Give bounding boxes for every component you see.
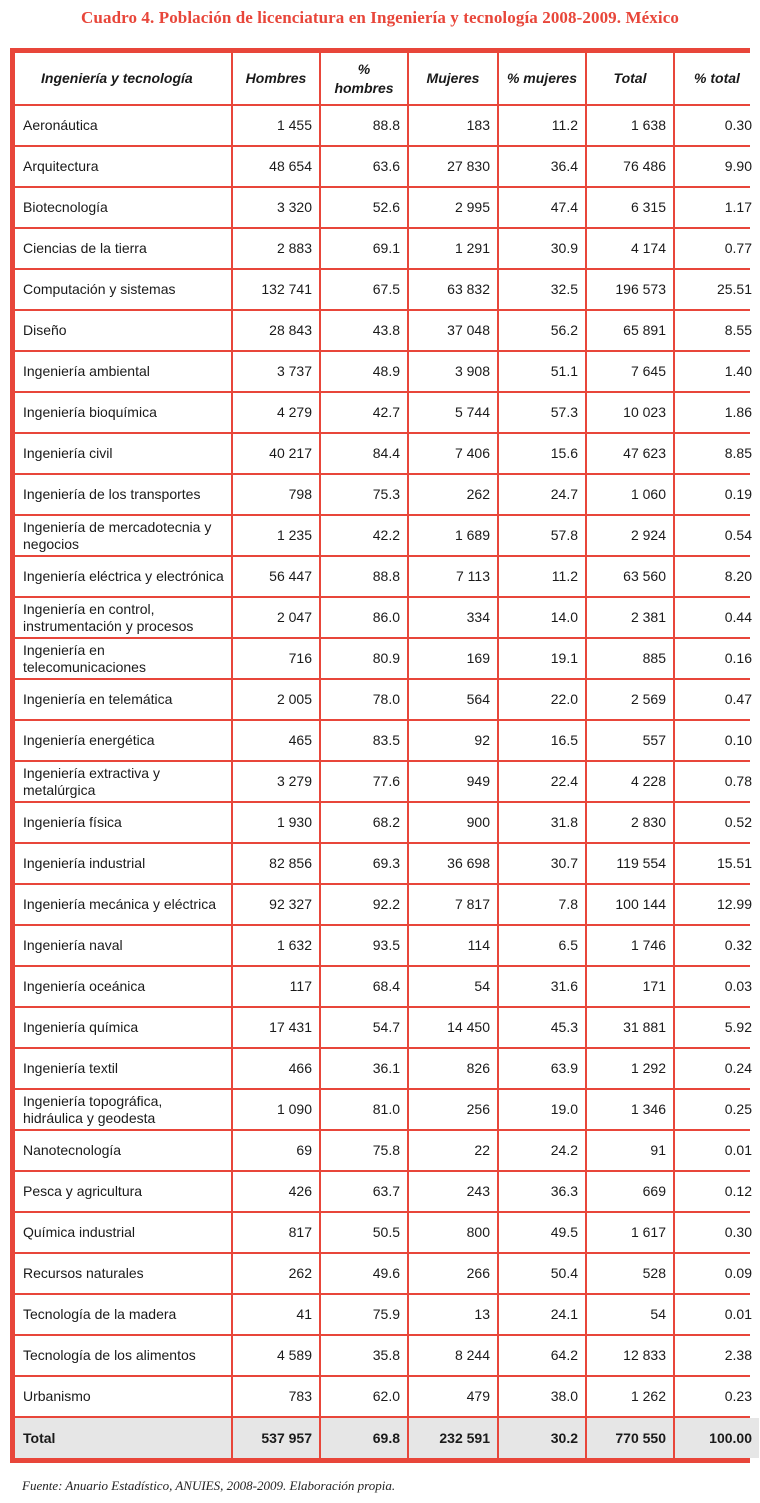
table-cell: 6 315: [587, 188, 673, 227]
table-cell: 15.6: [499, 434, 585, 473]
row-label: Química industrial: [15, 1213, 231, 1252]
table-cell: 479: [409, 1377, 497, 1416]
table-cell: 900: [409, 803, 497, 842]
table-cell: 92 327: [233, 885, 319, 924]
table-cell: 8.20: [675, 557, 759, 596]
table-cell: 52.6: [321, 188, 407, 227]
table-row: [15, 1336, 759, 1375]
row-label: Ingeniería extractiva y metalúrgica: [15, 762, 231, 801]
row-label: Aeronáutica: [15, 106, 231, 145]
table-cell: 80.9: [321, 639, 407, 678]
table-row: [15, 803, 759, 842]
table-cell: 93.5: [321, 926, 407, 965]
table-cell: 30.7: [499, 844, 585, 883]
table-cell: 2 924: [587, 516, 673, 555]
table-cell: 0.54: [675, 516, 759, 555]
table-cell: 4 174: [587, 229, 673, 268]
table-cell: 69: [233, 1131, 319, 1170]
table-cell: 262: [233, 1254, 319, 1293]
table-cell: 1 689: [409, 516, 497, 555]
table-row: [15, 967, 759, 1006]
table-cell: 63.6: [321, 147, 407, 186]
table-cell: 41: [233, 1295, 319, 1334]
table-cell: 64.2: [499, 1336, 585, 1375]
table-cell: 27 830: [409, 147, 497, 186]
table-cell: 19.1: [499, 639, 585, 678]
table-cell: 37 048: [409, 311, 497, 350]
table-cell: 56 447: [233, 557, 319, 596]
table-cell: 0.19: [675, 475, 759, 514]
table-cell: 84.4: [321, 434, 407, 473]
table-cell: 81.0: [321, 1090, 407, 1129]
total-cell: 770 550: [587, 1418, 673, 1458]
table-cell: 3 908: [409, 352, 497, 391]
row-label: Diseño: [15, 311, 231, 350]
row-label: Ingeniería eléctrica y electrónica: [15, 557, 231, 596]
population-table: [13, 51, 760, 1460]
table-cell: 14.0: [499, 598, 585, 637]
table-cell: 2 005: [233, 680, 319, 719]
table-cell: 1 746: [587, 926, 673, 965]
table-cell: 117: [233, 967, 319, 1006]
table-cell: 78.0: [321, 680, 407, 719]
table-cell: 1 060: [587, 475, 673, 514]
table-cell: 7.8: [499, 885, 585, 924]
row-label: Ingeniería energética: [15, 721, 231, 760]
column-header: Ingeniería y tecnología: [15, 53, 231, 104]
table-cell: 42.7: [321, 393, 407, 432]
table-cell: 716: [233, 639, 319, 678]
table-cell: 11.2: [499, 557, 585, 596]
table-cell: 24.1: [499, 1295, 585, 1334]
table-cell: 1.86: [675, 393, 759, 432]
row-label: Ingeniería bioquímica: [15, 393, 231, 432]
row-label: Nanotecnología: [15, 1131, 231, 1170]
table-cell: 132 741: [233, 270, 319, 309]
table-cell: 69.3: [321, 844, 407, 883]
table-cell: 3 737: [233, 352, 319, 391]
table-cell: 4 589: [233, 1336, 319, 1375]
table-cell: 262: [409, 475, 497, 514]
table-cell: 426: [233, 1172, 319, 1211]
row-label: Ingeniería física: [15, 803, 231, 842]
table-row: [15, 1295, 759, 1334]
table-cell: 14 450: [409, 1008, 497, 1047]
table-cell: 47.4: [499, 188, 585, 227]
column-header: % mujeres: [499, 53, 585, 104]
table-cell: 465: [233, 721, 319, 760]
column-header: % total: [675, 53, 759, 104]
table-cell: 0.10: [675, 721, 759, 760]
table-cell: 2 047: [233, 598, 319, 637]
table-cell: 2 381: [587, 598, 673, 637]
table-cell: 28 843: [233, 311, 319, 350]
table-cell: 0.01: [675, 1131, 759, 1170]
table-cell: 1 235: [233, 516, 319, 555]
table-cell: 31 881: [587, 1008, 673, 1047]
table-cell: 50.4: [499, 1254, 585, 1293]
table-row: [15, 639, 759, 678]
table-cell: 183: [409, 106, 497, 145]
row-label: Ingeniería topográfica, hidráulica y geodesta: [15, 1090, 231, 1129]
table-cell: 1.40: [675, 352, 759, 391]
total-row: [15, 1418, 759, 1458]
source-note: Fuente: Anuario Estadístico, ANUIES, 2008-2009. Elaboración propia.: [22, 1478, 396, 1493]
table-cell: 51.1: [499, 352, 585, 391]
table-cell: 38.0: [499, 1377, 585, 1416]
table-cell: 8.55: [675, 311, 759, 350]
table-cell: 7 406: [409, 434, 497, 473]
table-row: [15, 352, 759, 391]
header-row: [15, 53, 759, 104]
table-cell: 466: [233, 1049, 319, 1088]
table-cell: 4 228: [587, 762, 673, 801]
table-cell: 63 832: [409, 270, 497, 309]
table-cell: 0.01: [675, 1295, 759, 1334]
table-cell: 88.8: [321, 557, 407, 596]
table-cell: 49.5: [499, 1213, 585, 1252]
table-cell: 76 486: [587, 147, 673, 186]
table-cell: 1 090: [233, 1090, 319, 1129]
table-cell: 36.1: [321, 1049, 407, 1088]
table-cell: 949: [409, 762, 497, 801]
row-label: Ingeniería en telemática: [15, 680, 231, 719]
table-cell: 783: [233, 1377, 319, 1416]
table-cell: 564: [409, 680, 497, 719]
table-cell: 12 833: [587, 1336, 673, 1375]
table-cell: 256: [409, 1090, 497, 1129]
column-header: Mujeres: [409, 53, 497, 104]
row-label: Arquitectura: [15, 147, 231, 186]
table-cell: 100 144: [587, 885, 673, 924]
table-cell: 2 995: [409, 188, 497, 227]
row-label: Ingeniería de mercadotecnia y negocios: [15, 516, 231, 555]
table-cell: 65 891: [587, 311, 673, 350]
total-cell: 100.00: [675, 1418, 759, 1458]
table-cell: 16.5: [499, 721, 585, 760]
table-cell: 0.30: [675, 1213, 759, 1252]
row-label: Ingeniería de los transportes: [15, 475, 231, 514]
table-cell: 88.8: [321, 106, 407, 145]
table-cell: 826: [409, 1049, 497, 1088]
table-cell: 32.5: [499, 270, 585, 309]
table-cell: 0.32: [675, 926, 759, 965]
table-cell: 5.92: [675, 1008, 759, 1047]
table-cell: 54: [409, 967, 497, 1006]
table-cell: 25.51: [675, 270, 759, 309]
table-cell: 75.9: [321, 1295, 407, 1334]
table-cell: 0.09: [675, 1254, 759, 1293]
table-cell: 75.8: [321, 1131, 407, 1170]
table-row: [15, 1377, 759, 1416]
table-row: [15, 1131, 759, 1170]
table-cell: 0.23: [675, 1377, 759, 1416]
table-cell: 13: [409, 1295, 497, 1334]
table-cell: 334: [409, 598, 497, 637]
table-cell: 56.2: [499, 311, 585, 350]
table-row: [15, 1254, 759, 1293]
row-label: Recursos naturales: [15, 1254, 231, 1293]
table-cell: 885: [587, 639, 673, 678]
row-label: Ingeniería en control, instrumentación y procesos: [15, 598, 231, 637]
table-cell: 3 279: [233, 762, 319, 801]
table-body: [15, 106, 759, 1416]
table-cell: 0.30: [675, 106, 759, 145]
table-cell: 83.5: [321, 721, 407, 760]
table-cell: 24.7: [499, 475, 585, 514]
table-row: [15, 598, 759, 637]
table-cell: 528: [587, 1254, 673, 1293]
row-label: Computación y sistemas: [15, 270, 231, 309]
table-cell: 1 292: [587, 1049, 673, 1088]
table-cell: 798: [233, 475, 319, 514]
table-cell: 1.17: [675, 188, 759, 227]
table-row: [15, 270, 759, 309]
table-cell: 36.3: [499, 1172, 585, 1211]
table-cell: 196 573: [587, 270, 673, 309]
table-cell: 800: [409, 1213, 497, 1252]
row-label: Ciencias de la tierra: [15, 229, 231, 268]
table-cell: 0.12: [675, 1172, 759, 1211]
table-cell: 2 830: [587, 803, 673, 842]
table-cell: 10 023: [587, 393, 673, 432]
total-cell: 30.2: [499, 1418, 585, 1458]
table-cell: 54: [587, 1295, 673, 1334]
row-label: Ingeniería industrial: [15, 844, 231, 883]
table-cell: 1 617: [587, 1213, 673, 1252]
table-cell: 557: [587, 721, 673, 760]
table-cell: 49.6: [321, 1254, 407, 1293]
table-row: [15, 557, 759, 596]
table-cell: 5 744: [409, 393, 497, 432]
table-row: [15, 885, 759, 924]
table-cell: 47 623: [587, 434, 673, 473]
row-label: Ingeniería naval: [15, 926, 231, 965]
table-cell: 8 244: [409, 1336, 497, 1375]
table-row: [15, 475, 759, 514]
table-cell: 63.7: [321, 1172, 407, 1211]
table-cell: 22: [409, 1131, 497, 1170]
table-row: [15, 147, 759, 186]
table-cell: 817: [233, 1213, 319, 1252]
table-row: [15, 1213, 759, 1252]
table-row: [15, 844, 759, 883]
table-row: [15, 106, 759, 145]
table-cell: 9.90: [675, 147, 759, 186]
table-cell: 40 217: [233, 434, 319, 473]
table-cell: 36.4: [499, 147, 585, 186]
table-cell: 1 638: [587, 106, 673, 145]
table-cell: 36 698: [409, 844, 497, 883]
table-cell: 3 320: [233, 188, 319, 227]
table-cell: 69.1: [321, 229, 407, 268]
table-cell: 30.9: [499, 229, 585, 268]
column-header: % hombres: [321, 53, 407, 104]
table-cell: 19.0: [499, 1090, 585, 1129]
column-header: Total: [587, 53, 673, 104]
table-row: [15, 762, 759, 801]
table-cell: 169: [409, 639, 497, 678]
table-cell: 48 654: [233, 147, 319, 186]
total-cell: 69.8: [321, 1418, 407, 1458]
table-cell: 7 645: [587, 352, 673, 391]
table-row: [15, 1172, 759, 1211]
table-cell: 0.78: [675, 762, 759, 801]
table-cell: 4 279: [233, 393, 319, 432]
table-cell: 50.5: [321, 1213, 407, 1252]
data-table-frame: [10, 48, 750, 1463]
table-cell: 82 856: [233, 844, 319, 883]
table-cell: 77.6: [321, 762, 407, 801]
table-cell: 1 291: [409, 229, 497, 268]
table-cell: 0.25: [675, 1090, 759, 1129]
row-label: Tecnología de los alimentos: [15, 1336, 231, 1375]
table-cell: 68.4: [321, 967, 407, 1006]
column-header: Hombres: [233, 53, 319, 104]
table-row: [15, 926, 759, 965]
total-label: Total: [15, 1418, 231, 1458]
table-cell: 2.38: [675, 1336, 759, 1375]
table-cell: 45.3: [499, 1008, 585, 1047]
table-cell: 114: [409, 926, 497, 965]
table-cell: 42.2: [321, 516, 407, 555]
table-cell: 22.4: [499, 762, 585, 801]
table-cell: 171: [587, 967, 673, 1006]
table-cell: 63 560: [587, 557, 673, 596]
table-cell: 119 554: [587, 844, 673, 883]
table-cell: 1 262: [587, 1377, 673, 1416]
table-cell: 57.3: [499, 393, 585, 432]
table-cell: 2 569: [587, 680, 673, 719]
table-cell: 31.6: [499, 967, 585, 1006]
table-cell: 75.3: [321, 475, 407, 514]
table-cell: 15.51: [675, 844, 759, 883]
table-cell: 0.77: [675, 229, 759, 268]
row-label: Ingeniería oceánica: [15, 967, 231, 1006]
table-cell: 6.5: [499, 926, 585, 965]
table-cell: 17 431: [233, 1008, 319, 1047]
table-cell: 1 346: [587, 1090, 673, 1129]
table-cell: 0.47: [675, 680, 759, 719]
table-cell: 12.99: [675, 885, 759, 924]
table-cell: 35.8: [321, 1336, 407, 1375]
table-cell: 0.24: [675, 1049, 759, 1088]
table-cell: 68.2: [321, 803, 407, 842]
table-cell: 57.8: [499, 516, 585, 555]
table-row: [15, 1049, 759, 1088]
row-label: Pesca y agricultura: [15, 1172, 231, 1211]
table-cell: 92.2: [321, 885, 407, 924]
row-label: Urbanismo: [15, 1377, 231, 1416]
table-cell: 22.0: [499, 680, 585, 719]
row-label: Ingeniería textil: [15, 1049, 231, 1088]
table-cell: 2 883: [233, 229, 319, 268]
table-cell: 92: [409, 721, 497, 760]
table-cell: 24.2: [499, 1131, 585, 1170]
table-row: [15, 680, 759, 719]
row-label: Ingeniería química: [15, 1008, 231, 1047]
row-label: Tecnología de la madera: [15, 1295, 231, 1334]
table-cell: 0.44: [675, 598, 759, 637]
table-cell: 63.9: [499, 1049, 585, 1088]
table-cell: 91: [587, 1131, 673, 1170]
table-row: [15, 516, 759, 555]
row-label: Ingeniería mecánica y eléctrica: [15, 885, 231, 924]
row-label: Ingeniería ambiental: [15, 352, 231, 391]
table-cell: 54.7: [321, 1008, 407, 1047]
table-row: [15, 393, 759, 432]
table-row: [15, 1008, 759, 1047]
table-cell: 67.5: [321, 270, 407, 309]
table-cell: 1 632: [233, 926, 319, 965]
table-cell: 43.8: [321, 311, 407, 350]
table-cell: 1 455: [233, 106, 319, 145]
table-cell: 48.9: [321, 352, 407, 391]
row-label: Ingeniería en telecomunicaciones: [15, 639, 231, 678]
table-row: [15, 1090, 759, 1129]
table-cell: 266: [409, 1254, 497, 1293]
table-cell: 243: [409, 1172, 497, 1211]
table-cell: 11.2: [499, 106, 585, 145]
table-cell: 62.0: [321, 1377, 407, 1416]
total-cell: 537 957: [233, 1418, 319, 1458]
row-label: Biotecnología: [15, 188, 231, 227]
table-row: [15, 229, 759, 268]
table-cell: 7 113: [409, 557, 497, 596]
total-cell: 232 591: [409, 1418, 497, 1458]
table-cell: 0.03: [675, 967, 759, 1006]
table-title: Cuadro 4. Población de licenciatura en Ingeniería y tecnología 2008-2009. México: [81, 8, 679, 27]
table-row: [15, 721, 759, 760]
table-cell: 669: [587, 1172, 673, 1211]
row-label: Ingeniería civil: [15, 434, 231, 473]
table-cell: 86.0: [321, 598, 407, 637]
table-row: [15, 311, 759, 350]
table-cell: 31.8: [499, 803, 585, 842]
table-cell: 8.85: [675, 434, 759, 473]
table-row: [15, 434, 759, 473]
table-cell: 7 817: [409, 885, 497, 924]
table-cell: 0.52: [675, 803, 759, 842]
table-cell: 1 930: [233, 803, 319, 842]
table-row: [15, 188, 759, 227]
table-cell: 0.16: [675, 639, 759, 678]
